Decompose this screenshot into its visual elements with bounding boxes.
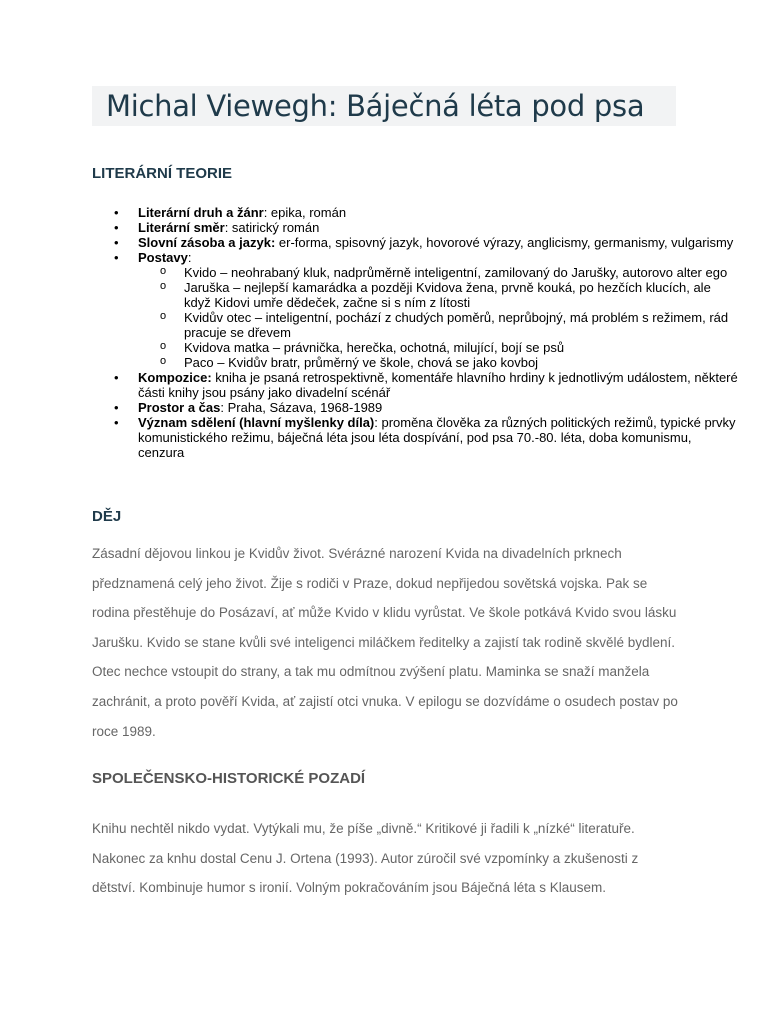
pozadi-paragraph: Knihu nechtěl nikdo vydat. Vytýkali mu, že píše „divně.“ Kritikové ji řadili k „nízké“ literatuře. Nakonec za knhu dostal Cenu J. Ortena (1993). Autor zúročil své vzpomínky a zkušenosti z dětství. Kombinuje humor s ironií. Volným pokračováním jsou Báječná léta s Klausem. [92,821,639,896]
item-label: Prostor a čas [138,400,221,415]
heading-spolecensko-historicke-pozadi: SPOLEČENSKO-HISTORICKÉ POZADÍ [92,770,366,787]
item-label: Kompozice: [138,370,212,385]
sublist-item: o Kvidova matka – právnička, herečka, ochotná, milující, bojí se psů [184,340,738,355]
item-text: : epika, román [263,205,347,220]
sublist-item: o Kvidův otec – inteligentní, pochází z chudých poměrů, neprůbojný, má problém s režimem, rád pracuje se dřevem [184,310,738,340]
item-text: : [187,250,192,265]
item-text: : Praha, Sázava, 1968-1989 [220,400,383,415]
item-label: Slovní zásoba a jazyk: [138,235,276,250]
dej-paragraph: Zásadní dějovou linkou je Kvidův život. Svérázné narození Kvida na divadelních prknech předznamená celý jeho život. Žije s rodiči v Praze, dokud nepřijedou sovětská vojska. Pak se rodina přestěhuje do Posázaví, ať může Kvido v klidu vyrůstat. Ve škole potkává Kvido svou lásku Jarušku. Kvido se stane kvůli své inteligenci miláčkem ředitelky a zajistí tak rodině skvělé bydlení. Otec nechce vstoupit do strany, a tak mu odmítnou zvýšení platu. Maminka se snaží manžela zachránit, a proto pověří Kvida, ať zajistí otci vnuka. V epilogu se dozvídáme o osudech postav po roce 1989. [92,546,678,739]
document-title: Michal Viewegh: Báječná léta pod psa [106,89,645,123]
postavy-sublist [138,265,738,370]
item-label: Postavy [138,250,188,265]
item-label: Význam sdělení (hlavní myšlenky díla) [138,415,375,430]
teorie-list [92,205,738,460]
item-label: Literární směr [138,220,225,235]
item-label: Literární druh a žánr [138,205,264,220]
heading-literarni-teorie: LITERÁRNÍ TEORIE [92,165,233,182]
item-text: kniha je psaná retrospektivně, komentáře hlavního hrdiny k jednotlivým událostem, některé části knihy jsou psány jako divadelní scénář [138,370,738,400]
sublist-item: o Kvido – neohrabaný kluk, nadprůměrně inteligentní, zamilovaný do Jarušky, autorovo alter ego [184,265,738,280]
list-item-prostor [138,400,738,415]
list-item-smer [138,220,738,235]
item-text: : satirický román [224,220,320,235]
heading-dej: DĚJ [92,508,122,525]
list-item-kompozice [138,370,738,400]
item-text: er-forma, spisovný jazyk, hovorové výrazy, anglicismy, germanismy, vulgarismy [275,235,734,250]
list-item-zasoba [138,235,738,250]
list-item-druh [138,205,738,220]
item-text: : proměna člověka za různých politických režimů, typické prvky komunistického režimu, báječná léta jsou léta dospívání, pod psa 70.-80. léta, doba komunismu, cenzura [138,415,736,460]
sublist-item: o Jaruška – nejlepší kamarádka a později Kvidova žena, prvně kouká, po hezčích klucích, ale když Kidovi umře dědeček, začne si s ním z lítosti [184,280,738,310]
sublist-item: o Paco – Kvidův bratr, průměrný ve škole, chová se jako kovboj [184,355,738,370]
list-item-vyznam [138,415,738,460]
list-item-postavy [138,250,738,370]
